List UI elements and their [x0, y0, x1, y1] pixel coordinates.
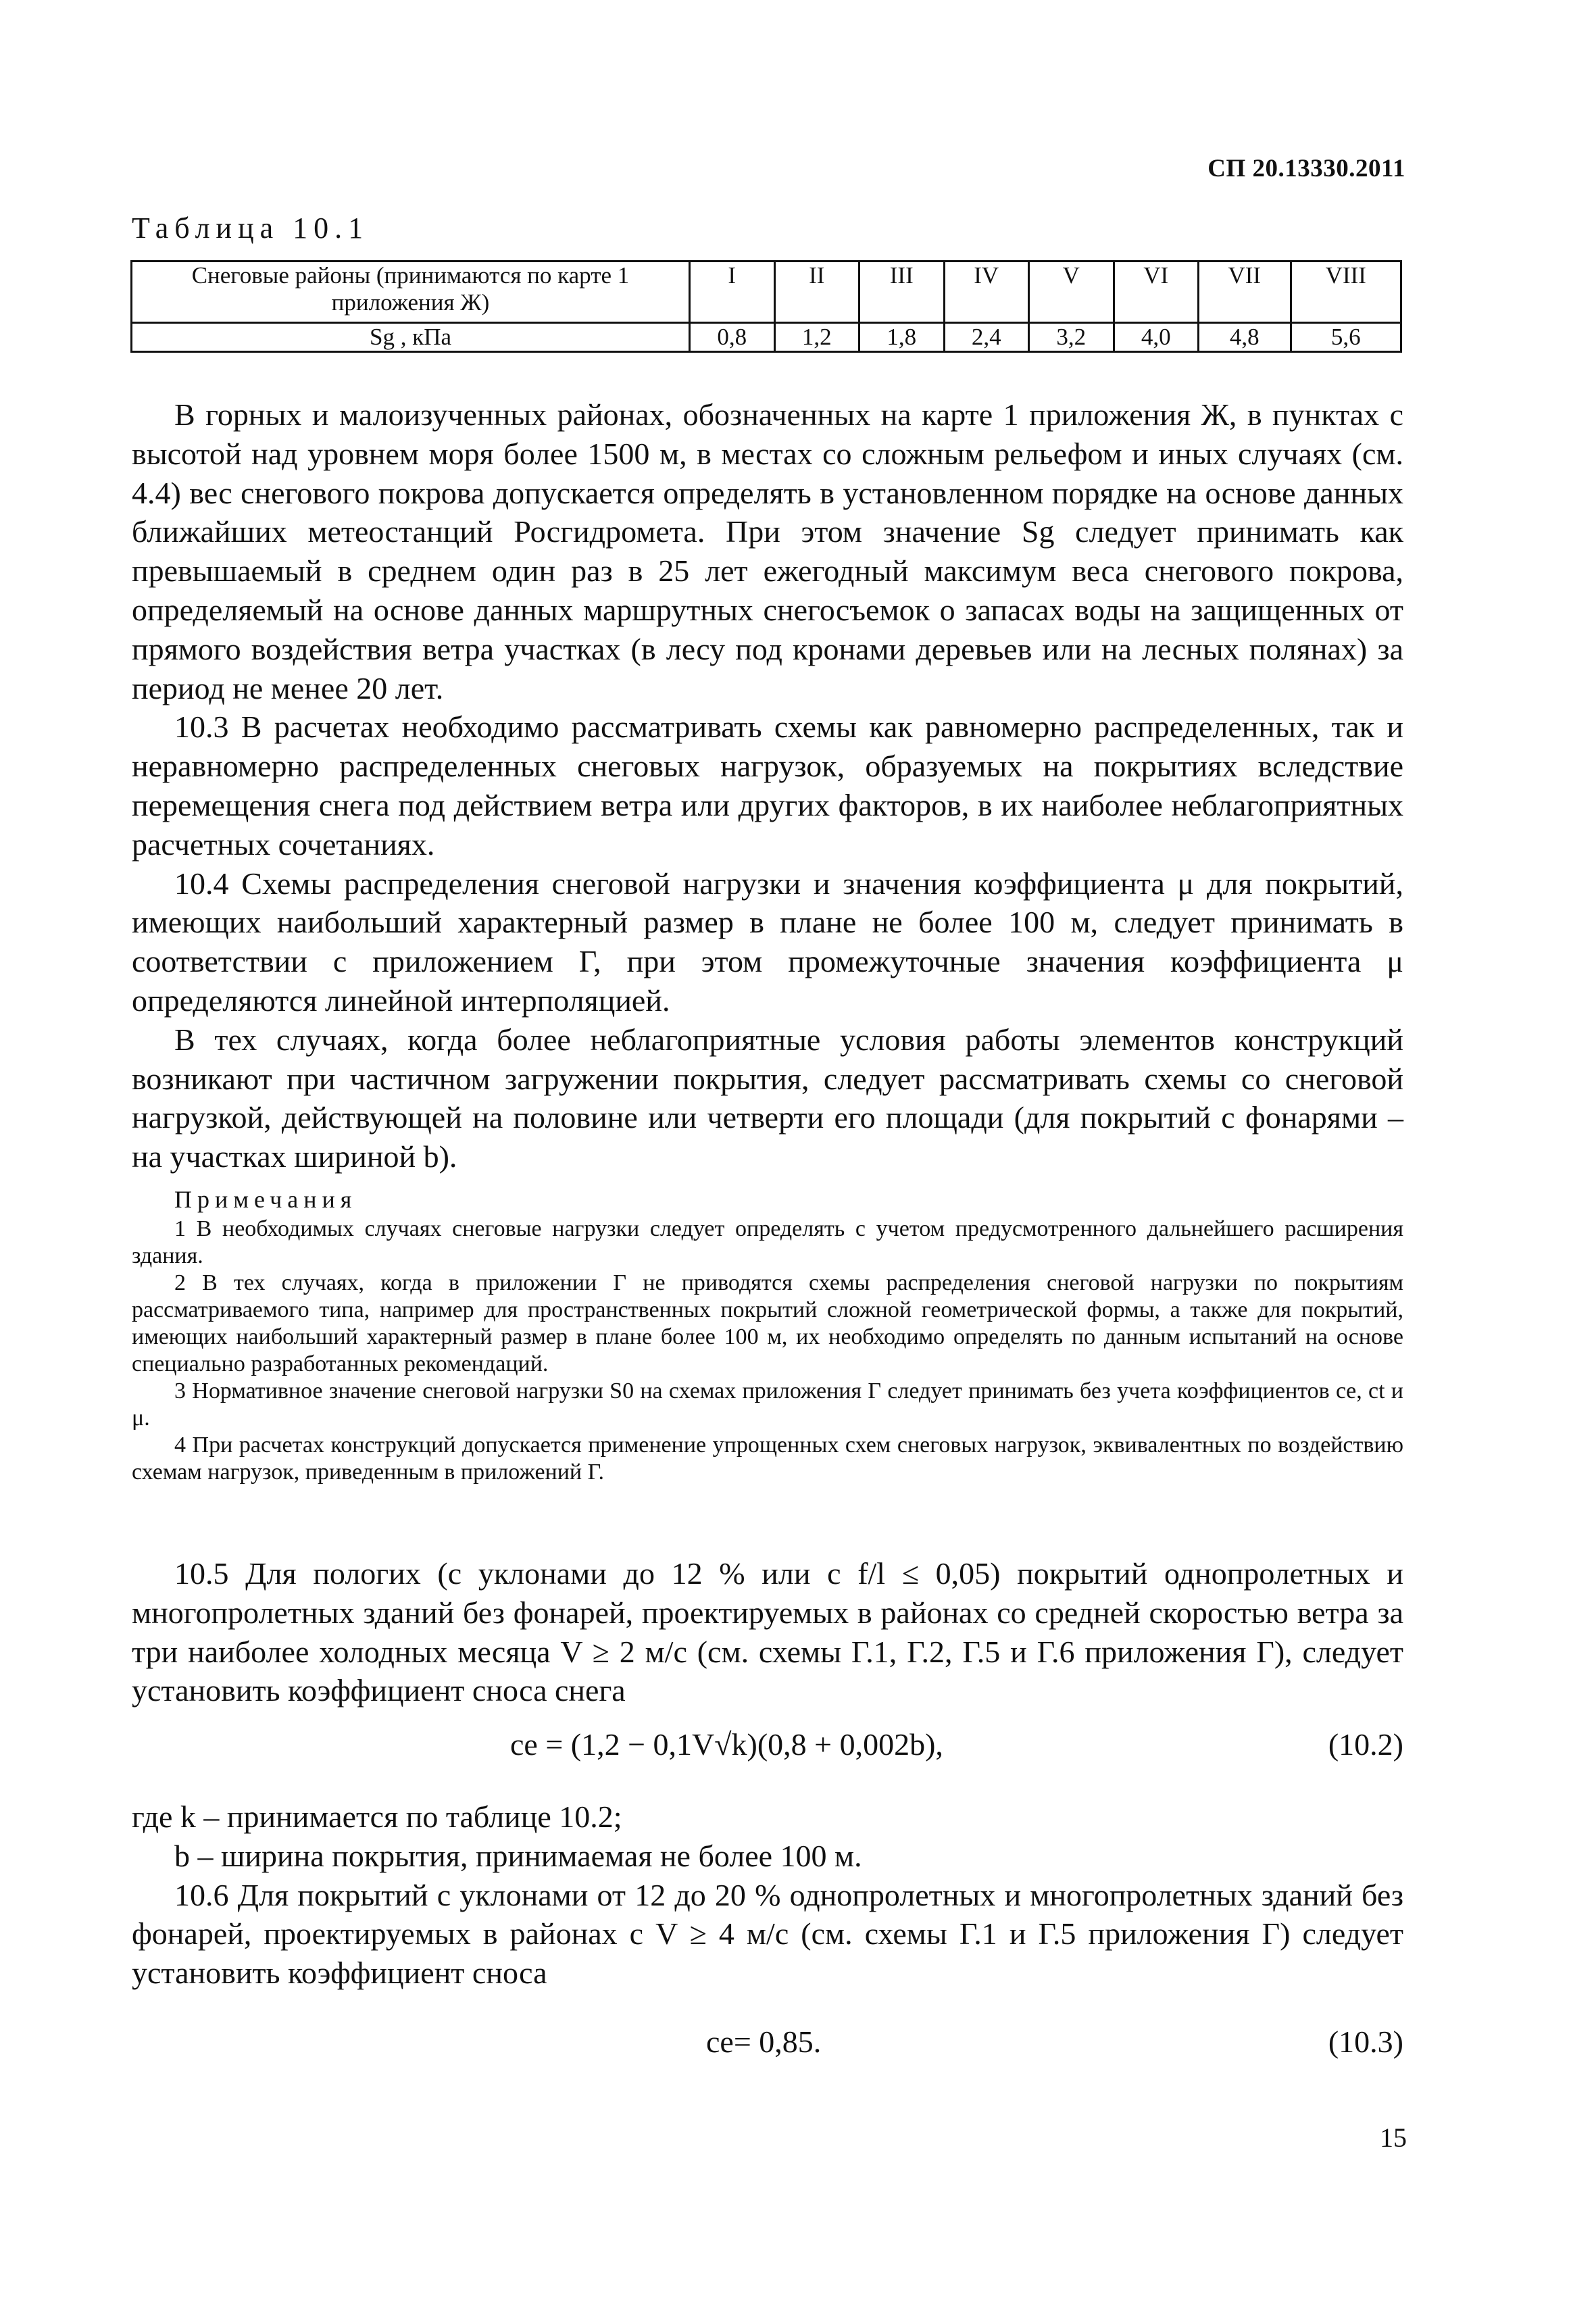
formula-expression: ce= 0,85.: [706, 2024, 822, 2059]
main-text-block-1: [132, 395, 1403, 1176]
paragraph: В тех случаях, когда более неблагоприятные условия работы элементов конструкций возникают при частичном загружении покрытия, следует рассматривать схемы со снеговой нагрузкой, действующей на половине или четверти его площади (для покрытий с фонарями – на участках шириной b).: [132, 1022, 1403, 1174]
note-item: 2 В тех случаях, когда в приложении Г не приводятся схемы распределения снеговой нагрузки по покрытиям рассматриваемого типа, например для пространственных покрытий сложной геометрической формы, а также для покрытий, имеющих наибольший характерный размер в плане более 100 м, их необходимо определять по данным испытаний на основе специально разработанных рекомендаций.: [132, 1270, 1403, 1376]
document-code: СП 20.13330.2011: [1207, 155, 1405, 182]
table-cell-row2-label: Sg , кПа: [132, 323, 690, 352]
table-cell-value: 4,8: [1199, 323, 1291, 352]
paragraph-10-5: 10.5 Для пологих (с уклонами до 12 % или с f/l ≤ 0,05) покрытий однопролетных и многопролетных зданий без фонарей, проектируемых в районах со средней скоростью ветра за три наиболее холодных месяца V ≥ 2 м/с (см. схемы Г.1, Г.2, Г.5 и Г.6 приложения Г), следует установить коэффициент сноса снега: [132, 1556, 1403, 1708]
table-cell-region: I: [690, 262, 775, 323]
where-k: где k – принимается по таблице 10.2;: [132, 1799, 622, 1834]
table-cell-region: IV: [944, 262, 1029, 323]
formula-number: (10.2): [1328, 1727, 1403, 1762]
where-b: b – ширина покрытия, принимаемая не более 100 м.: [174, 1838, 862, 1873]
table-cell-value: 3,2: [1029, 323, 1114, 352]
table-cell-value: 1,2: [774, 323, 859, 352]
table-cell-value: 0,8: [690, 323, 775, 352]
table-row-values: [132, 323, 1401, 352]
where-block: [132, 1797, 1403, 1993]
snow-regions-table: [130, 260, 1402, 353]
note-item: 1 В необходимых случаях снеговые нагрузки следует определять с учетом предусмотренного дальнейшего расширения здания.: [132, 1216, 1403, 1268]
table-cell-value: 1,8: [859, 323, 945, 352]
table-cell-value: 5,6: [1291, 323, 1401, 352]
formula-number: (10.3): [1328, 2024, 1403, 2059]
note-item: 4 При расчетах конструкций допускается применение упрощенных схем снеговых нагрузок, эквивалентных по воздействию схемам нагрузок, приведенным в приложений Г.: [132, 1433, 1403, 1485]
formula-10-2: [132, 1726, 1403, 1774]
table-cell-value: 4,0: [1114, 323, 1199, 352]
table-cell-region: II: [774, 262, 859, 323]
paragraph-10-4: 10.4 Схемы распределения снеговой нагрузки и значения коэффициента μ для покрытий, имеющих наибольший характерный размер в плане не более 100 м, следует принимать в соответствии с приложением Г, при этом промежуточные значения коэффициента μ определяются линейной интерполяцией.: [132, 866, 1403, 1018]
table-cell-region: VII: [1199, 262, 1291, 323]
table-caption: Таблица 10.1: [132, 211, 370, 245]
table-cell-region: III: [859, 262, 945, 323]
paragraph: В горных и малоизученных районах, обозначенных на карте 1 приложения Ж, в пунктах с высотой над уровнем моря более 1500 м, в местах со сложным рельефом и иных случаях (см. 4.4) вес снегового покрова допускается определять в установленном порядке на основе данных ближайших метеостанций Росгидромета. При этом значение Sg следует принимать как превышаемый в среднем один раз в 25 лет ежегодный максимум веса снегового покрова, определяемый на основе данных маршрутных снегосъемок о запасах воды на защищенных от прямого воздействия ветра участках (в лесу под кронами деревьев или на лесных полянах) за период не менее 20 лет.: [132, 397, 1403, 705]
table-cell-region: VI: [1114, 262, 1199, 323]
table-cell-value: 2,4: [944, 323, 1029, 352]
paragraph-10-3: 10.3 В расчетах необходимо рассматривать схемы как равномерно распределенных, так и неравномерно распределенных снеговых нагрузок, образуемых на покрытиях вследствие перемещения снега под действием ветра или других факторов, в их наиболее неблагоприятных расчетных сочетаниях.: [132, 710, 1403, 862]
notes-title: Примечания: [174, 1186, 357, 1213]
paragraph-10-6: 10.6 Для покрытий с уклонами от 12 до 20 % однопролетных и многопролетных зданий без фонарей, проектируемых в районах с V ≥ 4 м/с (см. схемы Г.1 и Г.5 приложения Г) следует установить коэффициент сноса: [132, 1877, 1403, 1991]
paragraph-10-5-block: [132, 1554, 1403, 1710]
page-number: 15: [1380, 2122, 1407, 2153]
table-cell-region: V: [1029, 262, 1114, 323]
notes-block: [132, 1186, 1403, 1486]
table-row-regions: [132, 262, 1401, 323]
table-cell-row1-label: Снеговые районы (принимаются по карте 1 приложения Ж): [132, 262, 690, 323]
note-item: 3 Нормативное значение снеговой нагрузки S0 на схемах приложения Г следует принимать без учета коэффициентов ce, ct и μ.: [132, 1378, 1403, 1430]
table-cell-region: VIII: [1291, 262, 1401, 323]
formula-expression: ce = (1,2 − 0,1V√k)(0,8 + 0,002b),: [510, 1727, 943, 1762]
formula-10-3: [132, 2024, 1403, 2071]
